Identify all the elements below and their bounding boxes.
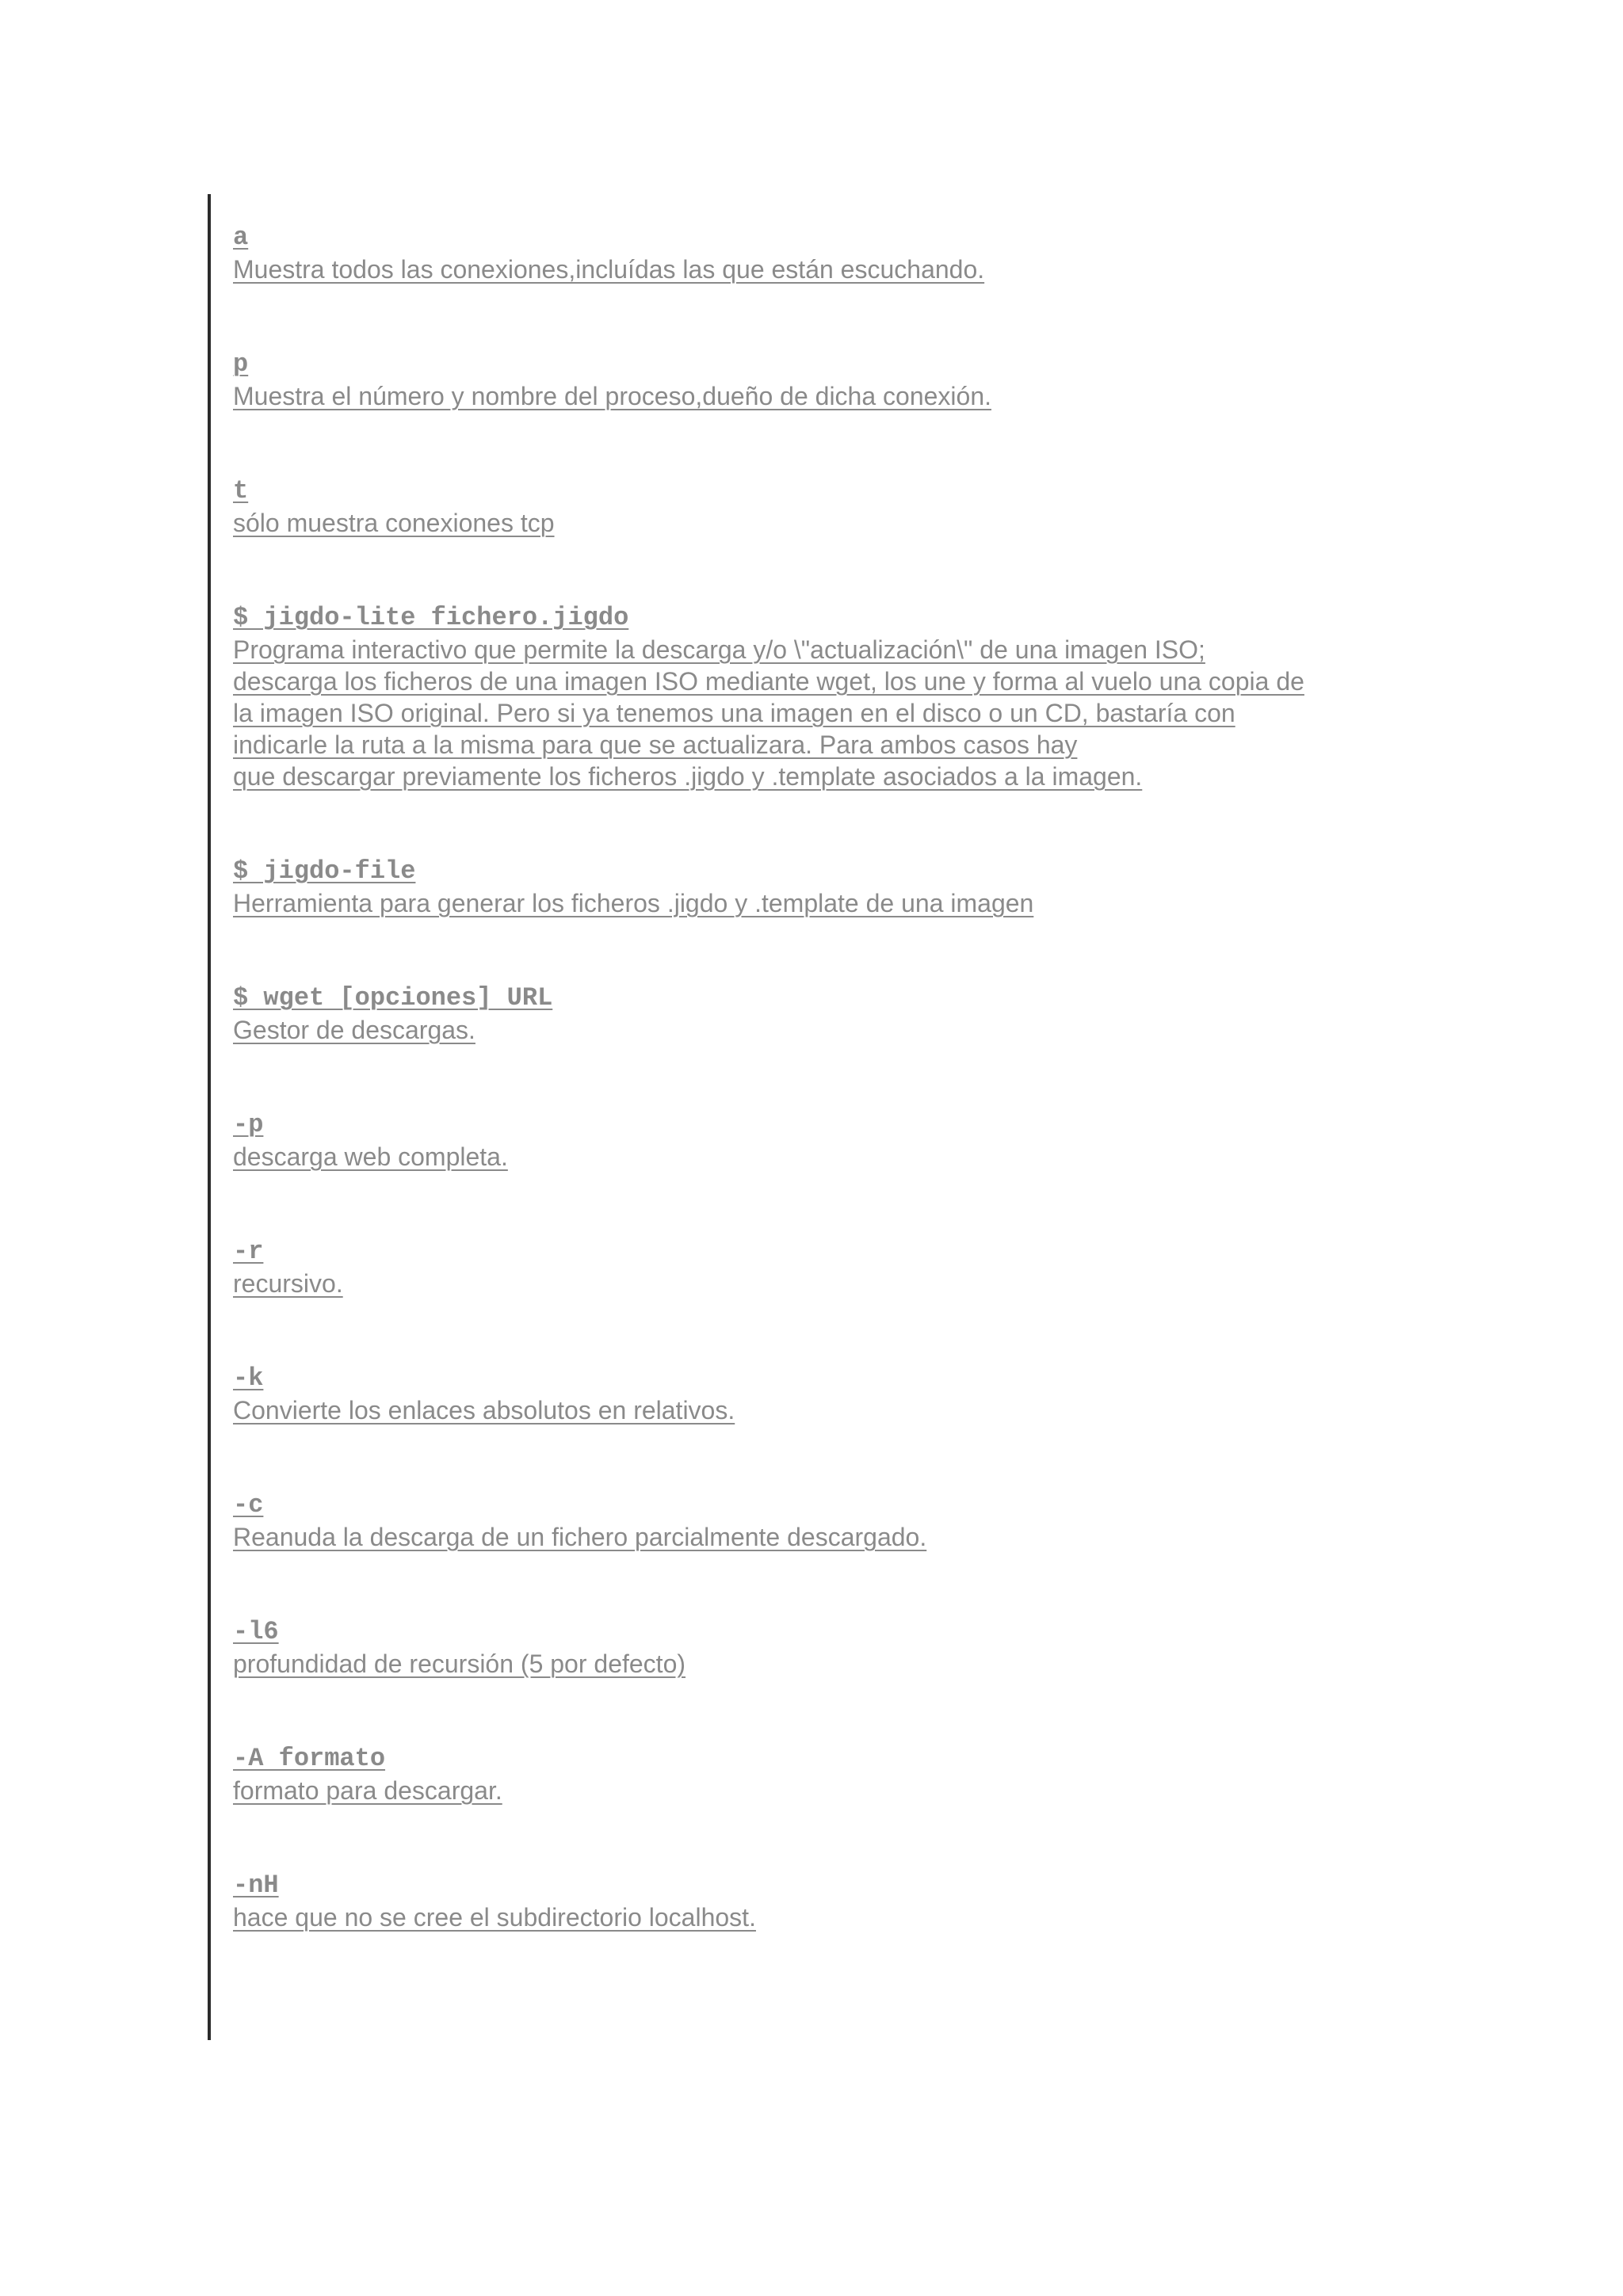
list-item (233, 1616, 1422, 1680)
list-item (233, 1489, 1422, 1553)
command-name: -c (233, 1490, 264, 1520)
command-name: -p (233, 1110, 264, 1139)
list-item (233, 1870, 1422, 1933)
command-name: -l6 (233, 1617, 279, 1646)
command-name: -k (233, 1363, 264, 1393)
command-description: recursivo. (233, 1269, 343, 1298)
command-description: sólo muestra conexiones tcp (233, 509, 555, 537)
command-description: Muestra todos las conexiones,incluídas las que están escuchando. (233, 255, 985, 284)
command-description: Reanuda la descarga de un fichero parcialmente descargado. (233, 1523, 927, 1551)
command-name: $ jigdo-lite fichero.jigdo (233, 603, 629, 632)
left-vertical-rule (208, 194, 211, 2040)
command-name: $ wget [opciones] URL (233, 983, 553, 1013)
command-description: hace que no se cree el subdirectorio localhost. (233, 1903, 756, 1932)
list-item (233, 856, 1422, 919)
list-item (233, 982, 1422, 1046)
list-item (233, 602, 1422, 792)
command-description: Convierte los enlaces absolutos en relativos. (233, 1396, 735, 1425)
list-item (233, 475, 1422, 539)
list-item (233, 1236, 1422, 1299)
command-name: -r (233, 1237, 264, 1266)
command-description: Muestra el número y nombre del proceso,dueño de dicha conexión. (233, 382, 992, 410)
command-name: $ jigdo-file (233, 856, 416, 886)
command-description: descarga web completa. (233, 1142, 508, 1171)
list-item (233, 349, 1422, 412)
command-name: -A formato (233, 1744, 386, 1773)
command-description: Herramienta para generar los ficheros .jigdo y .template de una imagen (233, 889, 1034, 917)
list-item (233, 1363, 1422, 1426)
list-item (233, 222, 1422, 285)
command-description: formato para descargar. (233, 1776, 502, 1805)
list-item (233, 1109, 1422, 1173)
command-name: t (233, 476, 249, 505)
command-description: Programa interactivo que permite la descarga y/o \"actualización\" de una imagen ISO; descarga los ficheros de una imagen ISO mediante wget, los une y forma al vuelo una copia de la imagen ISO original. Pero si ya tenemos una imagen en el disco o un CD, bastaría con indicarle la ruta a la misma para que se actualizara. Para ambos casos hay que descargar previamente los ficheros .jigdo y .template asociados a la imagen. (233, 635, 1304, 791)
command-name: a (233, 223, 249, 252)
command-name: p (233, 349, 249, 379)
list-item (233, 1743, 1422, 1806)
command-list (233, 222, 1422, 1997)
command-description: profundidad de recursión (5 por defecto) (233, 1650, 686, 1678)
command-description: Gestor de descargas. (233, 1016, 475, 1044)
command-name: -nH (233, 1871, 279, 1900)
